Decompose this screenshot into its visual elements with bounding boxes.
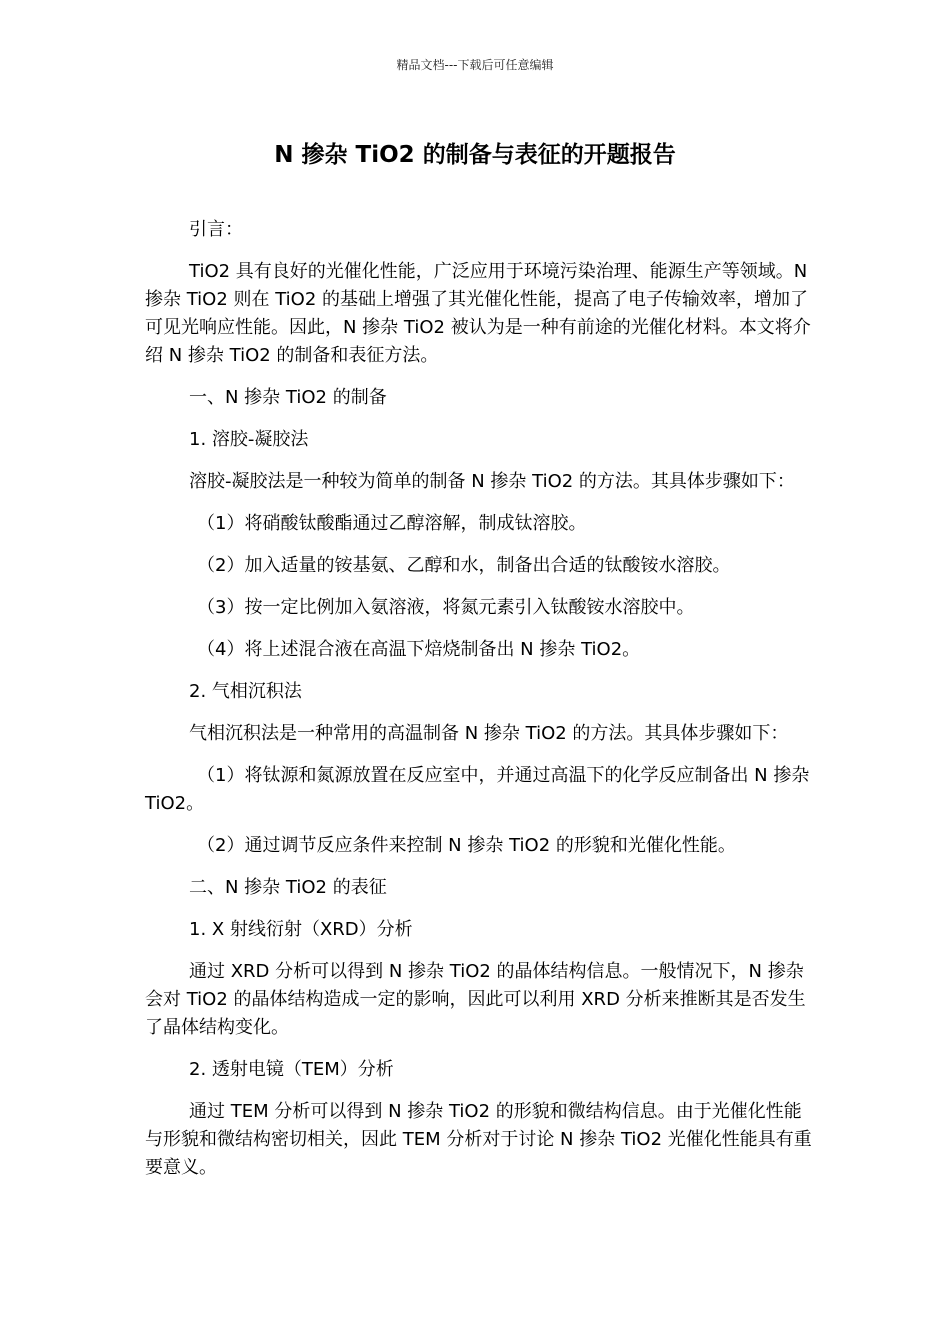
- document-title: N 掺杂 TiO2 的制备与表征的开题报告: [274, 142, 676, 168]
- paragraph-vapor-deposition: 气相沉积法是一种常用的高温制备 N 掺杂 TiO2 的方法。其具体步骤如下：: [189, 723, 789, 744]
- step-item: （1）将钛源和氮源放置在反应室中，并通过高温下的化学反应制备出 N 掺杂 TiO2。: [145, 765, 810, 814]
- paragraph-intro-label: 引言：: [189, 219, 243, 240]
- step-item: （4）将上述混合液在高温下焙烧制备出 N 掺杂 TiO2。: [197, 639, 641, 660]
- subsection-heading-sol-gel: 1. 溶胶-凝胶法: [189, 429, 309, 450]
- section-heading-preparation: 一、N 掺杂 TiO2 的制备: [189, 387, 387, 408]
- step-item: （3）按一定比例加入氨溶液，将氮元素引入钛酸铵水溶胶中。: [197, 597, 695, 618]
- subsection-heading-xrd: 1. X 射线衍射（XRD）分析: [189, 919, 413, 940]
- step-item: （1）将硝酸钛酸酯通过乙醇溶解，制成钛溶胶。: [197, 513, 587, 534]
- subsection-heading-vapor-deposition: 2. 气相沉积法: [189, 681, 302, 702]
- paragraph-intro: TiO2 具有良好的光催化性能，广泛应用于环境污染治理、能源生产等领域。N 掺杂 TiO2 则在 TiO2 的基础上增强了其光催化性能，提高了电子传输效率，增加了可见光响应性能。因此，N 掺杂 TiO2 被认为是一种有前途的光催化材料。本文将介绍 N 掺杂 TiO2 的制备和表征方法。: [145, 261, 811, 366]
- step-item: （2）加入适量的铵基氨、乙醇和水，制备出合适的钛酸铵水溶胶。: [197, 555, 731, 576]
- paragraph-xrd: 通过 XRD 分析可以得到 N 掺杂 TiO2 的晶体结构信息。一般情况下，N 掺杂会对 TiO2 的晶体结构造成一定的影响，因此可以利用 XRD 分析来推断其是否发生了晶体结构变化。: [145, 961, 806, 1038]
- subsection-heading-tem: 2. 透射电镜（TEM）分析: [189, 1059, 394, 1080]
- page-header: 精品文档---下载后可任意编辑: [396, 58, 554, 72]
- paragraph-sol-gel: 溶胶-凝胶法是一种较为简单的制备 N 掺杂 TiO2 的方法。其具体步骤如下：: [189, 471, 795, 492]
- paragraph-tem: 通过 TEM 分析可以得到 N 掺杂 TiO2 的形貌和微结构信息。由于光催化性能与形貌和微结构密切相关，因此 TEM 分析对于讨论 N 掺杂 TiO2 光催化性能具有重要意义。: [145, 1101, 812, 1178]
- step-item: （2）通过调节反应条件来控制 N 掺杂 TiO2 的形貌和光催化性能。: [197, 835, 736, 856]
- section-heading-characterization: 二、N 掺杂 TiO2 的表征: [189, 877, 387, 898]
- document-body: [145, 216, 815, 1196]
